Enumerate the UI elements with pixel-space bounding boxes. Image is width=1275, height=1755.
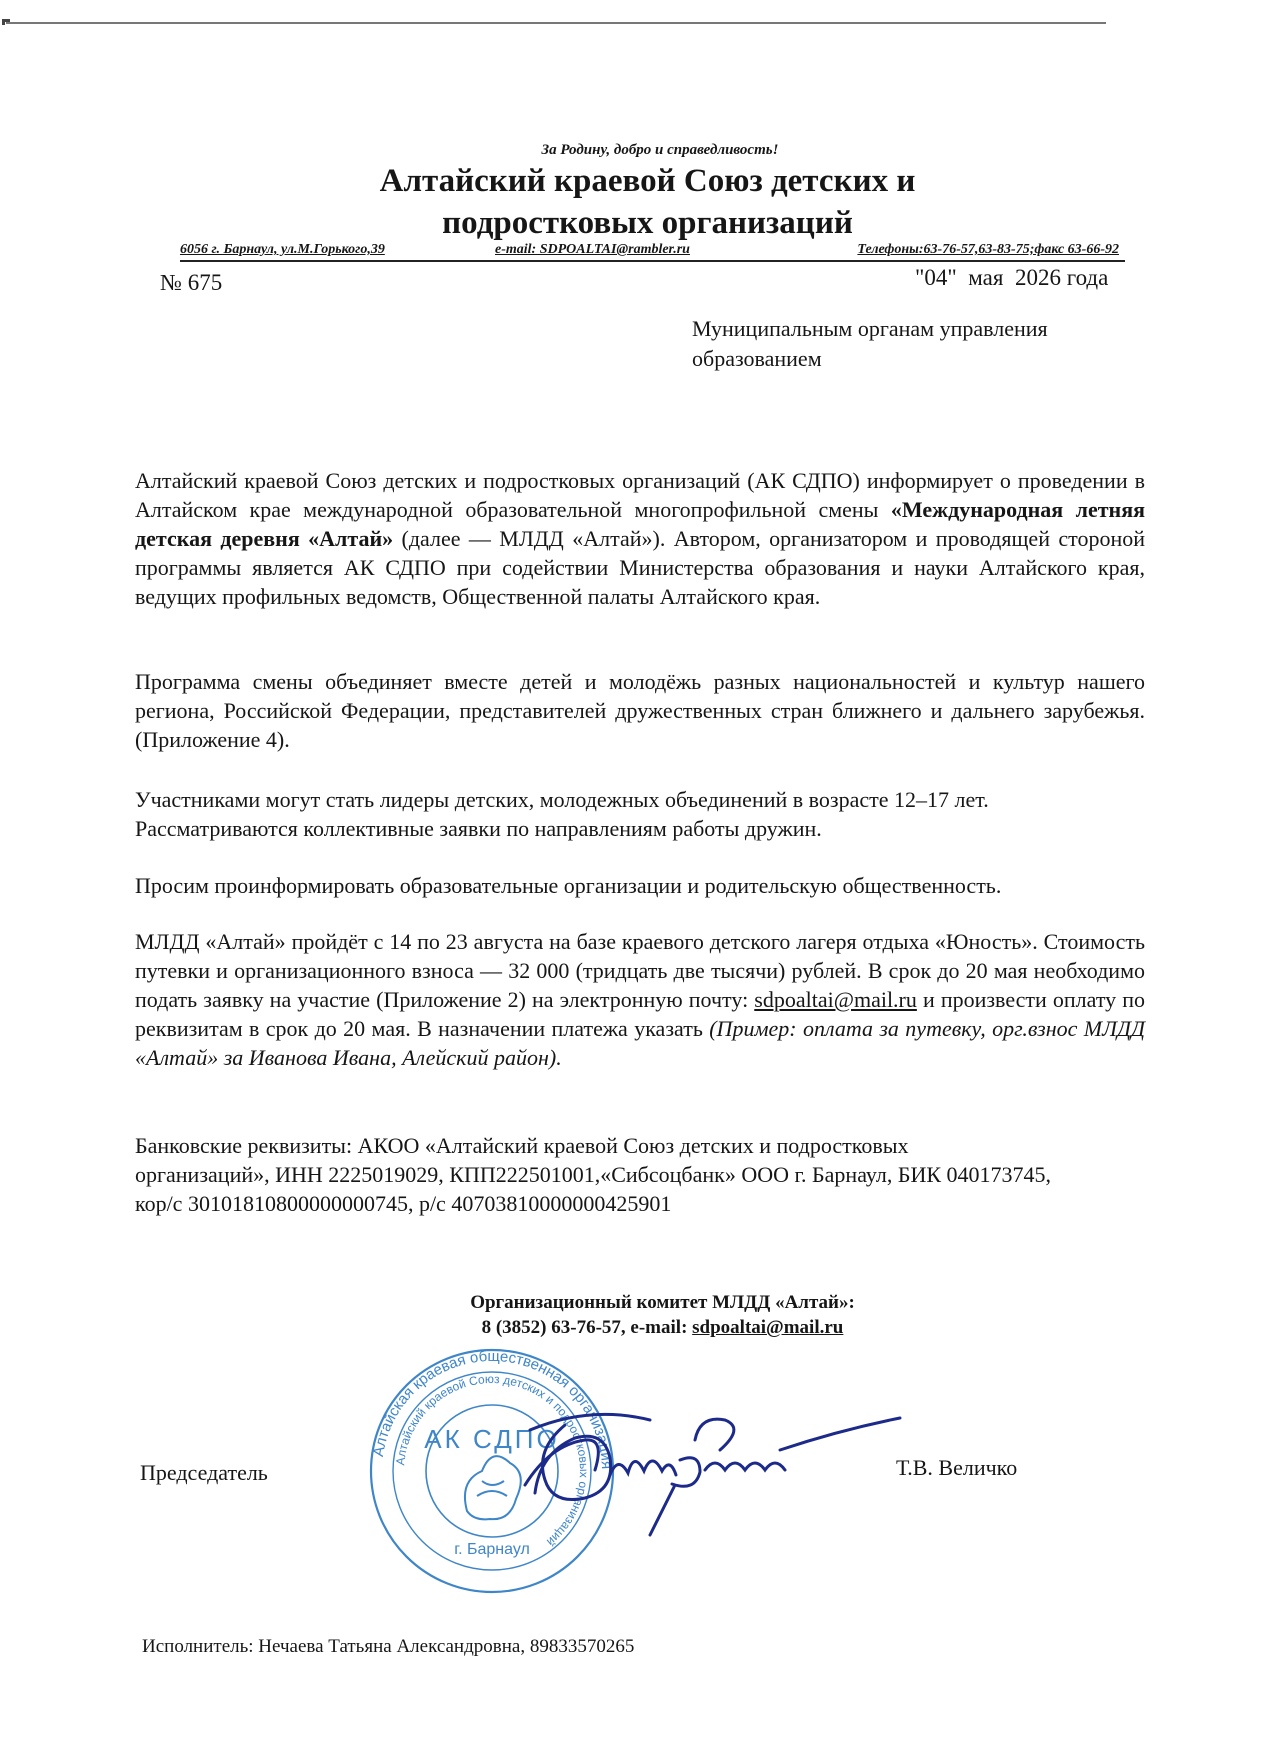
- paragraph-request: Просим проинформировать образовательные организации и родительскую общественность.: [135, 873, 1002, 898]
- dates-cost-b: и произвести оплату по реквизитам в срок до 20 мая. В назначении платежа указать: [135, 987, 1145, 1041]
- addressee-line2: образованием: [692, 346, 822, 371]
- bank-line2: организаций», ИНН 2225019029, КПП222501001,«Сибсоцбанк» ООО г. Барнаул, БИК 040173745,: [135, 1162, 1052, 1187]
- paragraph-participants: [135, 785, 1145, 843]
- org-address: 6056 г. Барнаул, ул.М.Горького,39: [180, 242, 385, 257]
- scan-corner-mark: [2, 19, 10, 25]
- executor-line: Исполнитель: Нечаева Татьяна Александровна, 89833570265: [142, 1636, 635, 1657]
- document-date: "04" мая 2026 года: [915, 265, 1109, 290]
- payment-example: (Пример: оплата за путевку, орг.взнос МЛДД «Алтай» за Иванова Ивана, Алейский район).: [135, 1016, 1146, 1070]
- paragraph-intro-b: (далее — МЛДД «Алтай»). Автором, организатором и проводящей стороной программы является АК СДПО при содействии Министерства образования и науки Алтайского края, ведущих профильных ведомств, Общественной палаты Алтайского края.: [135, 526, 1146, 609]
- paragraph-program: Программа смены объединяет вместе детей и молодёжь разных национальностей и культур нашего региона, Российской Федерации, представителей дружественных стран ближнего и дальнего зарубежья. (Приложение 4).: [135, 669, 1145, 752]
- dates-cost-a: МЛДД «Алтай» пройдёт с 14 по 23 августа на базе краевого детского лагеря отдыха «Юность». Стоимость путевки и организационного взноса — 32 000 (тридцать две тысячи) рублей. В срок до 20 мая необходимо подать заявку на участие (Приложение 2) на электронную почту:: [135, 929, 1145, 1012]
- org-title-line2: подростковых организаций: [442, 205, 853, 241]
- svg-text:г. Барнаул: г. Барнаул: [454, 1541, 530, 1558]
- svg-text:Алтайский краевой Союз детских: Алтайский краевой Союз детских и подростковых организаций: [393, 1371, 592, 1550]
- bank-line3: кор/с 30101810800000000745, р/с 40703810000000425901: [135, 1191, 672, 1216]
- org-motto: За Родину, добро и справедливость!: [541, 142, 779, 158]
- bank-line1: Банковские реквизиты: АКОО «Алтайский краевой Союз детских и подростковых: [135, 1133, 909, 1158]
- document-number: № 675: [160, 270, 223, 295]
- committee-block: [0, 1290, 1275, 1340]
- application-email-link[interactable]: sdpoaltai@mail.ru: [754, 987, 917, 1012]
- paragraph-intro-a: Алтайский краевой Союз детских и подростковых организаций (АК СДПО) информирует о проведении в Алтайском крае международной образовательной многопрофильной смены: [135, 468, 1145, 522]
- program-name: «Международная летняя детская деревня «Алтай»: [135, 497, 1145, 551]
- signatory-name: Т.В. Величко: [896, 1455, 1018, 1480]
- letterhead-divider: [180, 260, 1125, 262]
- svg-text:Алтайская краевая общественная: Алтайская краевая общественная организация: [369, 1347, 616, 1470]
- participants-line2: Рассматриваются коллективные заявки по направлениям работы дружин.: [135, 816, 822, 841]
- scan-edge-line: [6, 22, 1106, 24]
- org-title-line1: Алтайский краевой Союз детских и: [379, 163, 916, 199]
- org-phones: Телефоны:63-76-57,63-83-75;факс 63-66-92: [857, 242, 1119, 257]
- paragraph-intro: [135, 466, 1145, 611]
- committee-title: Организационный комитет МЛДД «Алтай»:: [470, 1292, 855, 1313]
- svg-text:АК СДПО: АК СДПО: [424, 1424, 560, 1454]
- org-title: [0, 160, 1275, 244]
- addressee-line1: Муниципальным органам управления: [692, 316, 1048, 341]
- committee-email-link[interactable]: sdpoaltai@mail.ru: [692, 1317, 844, 1338]
- committee-phone: 8 (3852) 63-76-57, e-mail:: [481, 1317, 693, 1338]
- org-email: e-mail: SDPOALTAI@rambler.ru: [495, 242, 690, 257]
- committee-contacts: [50, 1315, 1275, 1340]
- addressee-block: [692, 314, 1048, 374]
- participants-line1: Участниками могут стать лидеры детских, молодежных объединений в возрасте 12–17 лет.: [135, 787, 989, 812]
- paragraph-dates-cost: [135, 927, 1145, 1072]
- signatory-role: Председатель: [140, 1460, 268, 1485]
- paragraph-bank-details: [135, 1131, 1145, 1218]
- signature: [490, 1390, 910, 1540]
